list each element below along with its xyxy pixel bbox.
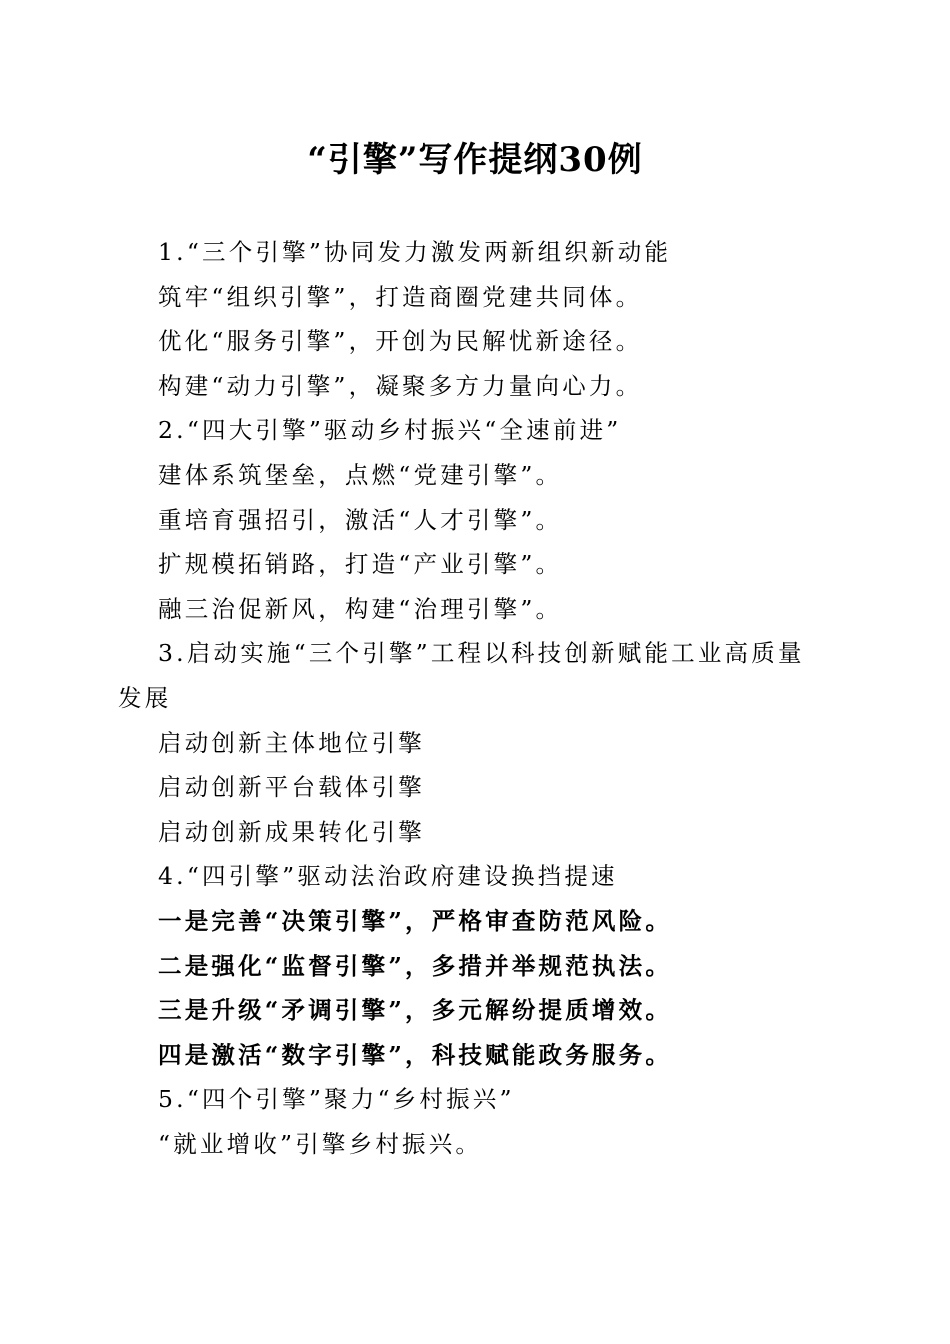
paragraph: 优化“服务引擎”，开创为民解忧新途径。 bbox=[158, 327, 643, 356]
paragraph: 构建“动力引擎”，凝聚多方力量向心力。 bbox=[158, 371, 643, 400]
paragraph: 4.“四引擎”驱动法治政府建设换挡提速 bbox=[158, 862, 618, 891]
document-title: “引擎”写作提纲30例 bbox=[307, 140, 643, 180]
paragraph: 2.“四大引擎”驱动乡村振兴“全速前进” bbox=[158, 416, 622, 445]
paragraph: 1.“三个引擎”协同发力激发两新组织新动能 bbox=[158, 238, 672, 266]
paragraph: 建体系筑堡垒，点燃“党建引擎”。 bbox=[158, 460, 563, 489]
paragraph: 启动创新主体地位引擎 bbox=[158, 728, 425, 757]
paragraph: 融三治促新风，构建“治理引擎”。 bbox=[158, 594, 563, 623]
paragraph: 3.启动实施“三个引擎”工程以科技创新赋能工业高质量发展 bbox=[118, 639, 805, 712]
paragraph: 三是升级“矛调引擎”，多元解纷提质增效。 bbox=[158, 996, 673, 1025]
paragraph: 二是强化“监督引擎”，多措并举规范执法。 bbox=[158, 951, 673, 980]
paragraph: 扩规模拓销路，打造“产业引擎”。 bbox=[158, 550, 563, 579]
paragraph: 启动创新平台载体引擎 bbox=[158, 773, 425, 802]
paragraph: 筑牢“组织引擎”，打造商圈党建共同体。 bbox=[158, 282, 643, 311]
paragraph: “就业增收”引擎乡村振兴。 bbox=[158, 1129, 483, 1158]
paragraph: 启动创新成果转化引擎 bbox=[158, 817, 425, 846]
paragraph: 四是激活“数字引擎”，科技赋能政务服务。 bbox=[158, 1040, 673, 1069]
paragraph: 一是完善“决策引擎”，严格审查防范风险。 bbox=[158, 906, 673, 935]
paragraph: 重培育强招引，激活“人才引擎”。 bbox=[158, 505, 563, 534]
paragraph: 5.“四个引擎”聚力“乡村振兴” bbox=[158, 1085, 515, 1114]
document-body bbox=[118, 230, 830, 1166]
